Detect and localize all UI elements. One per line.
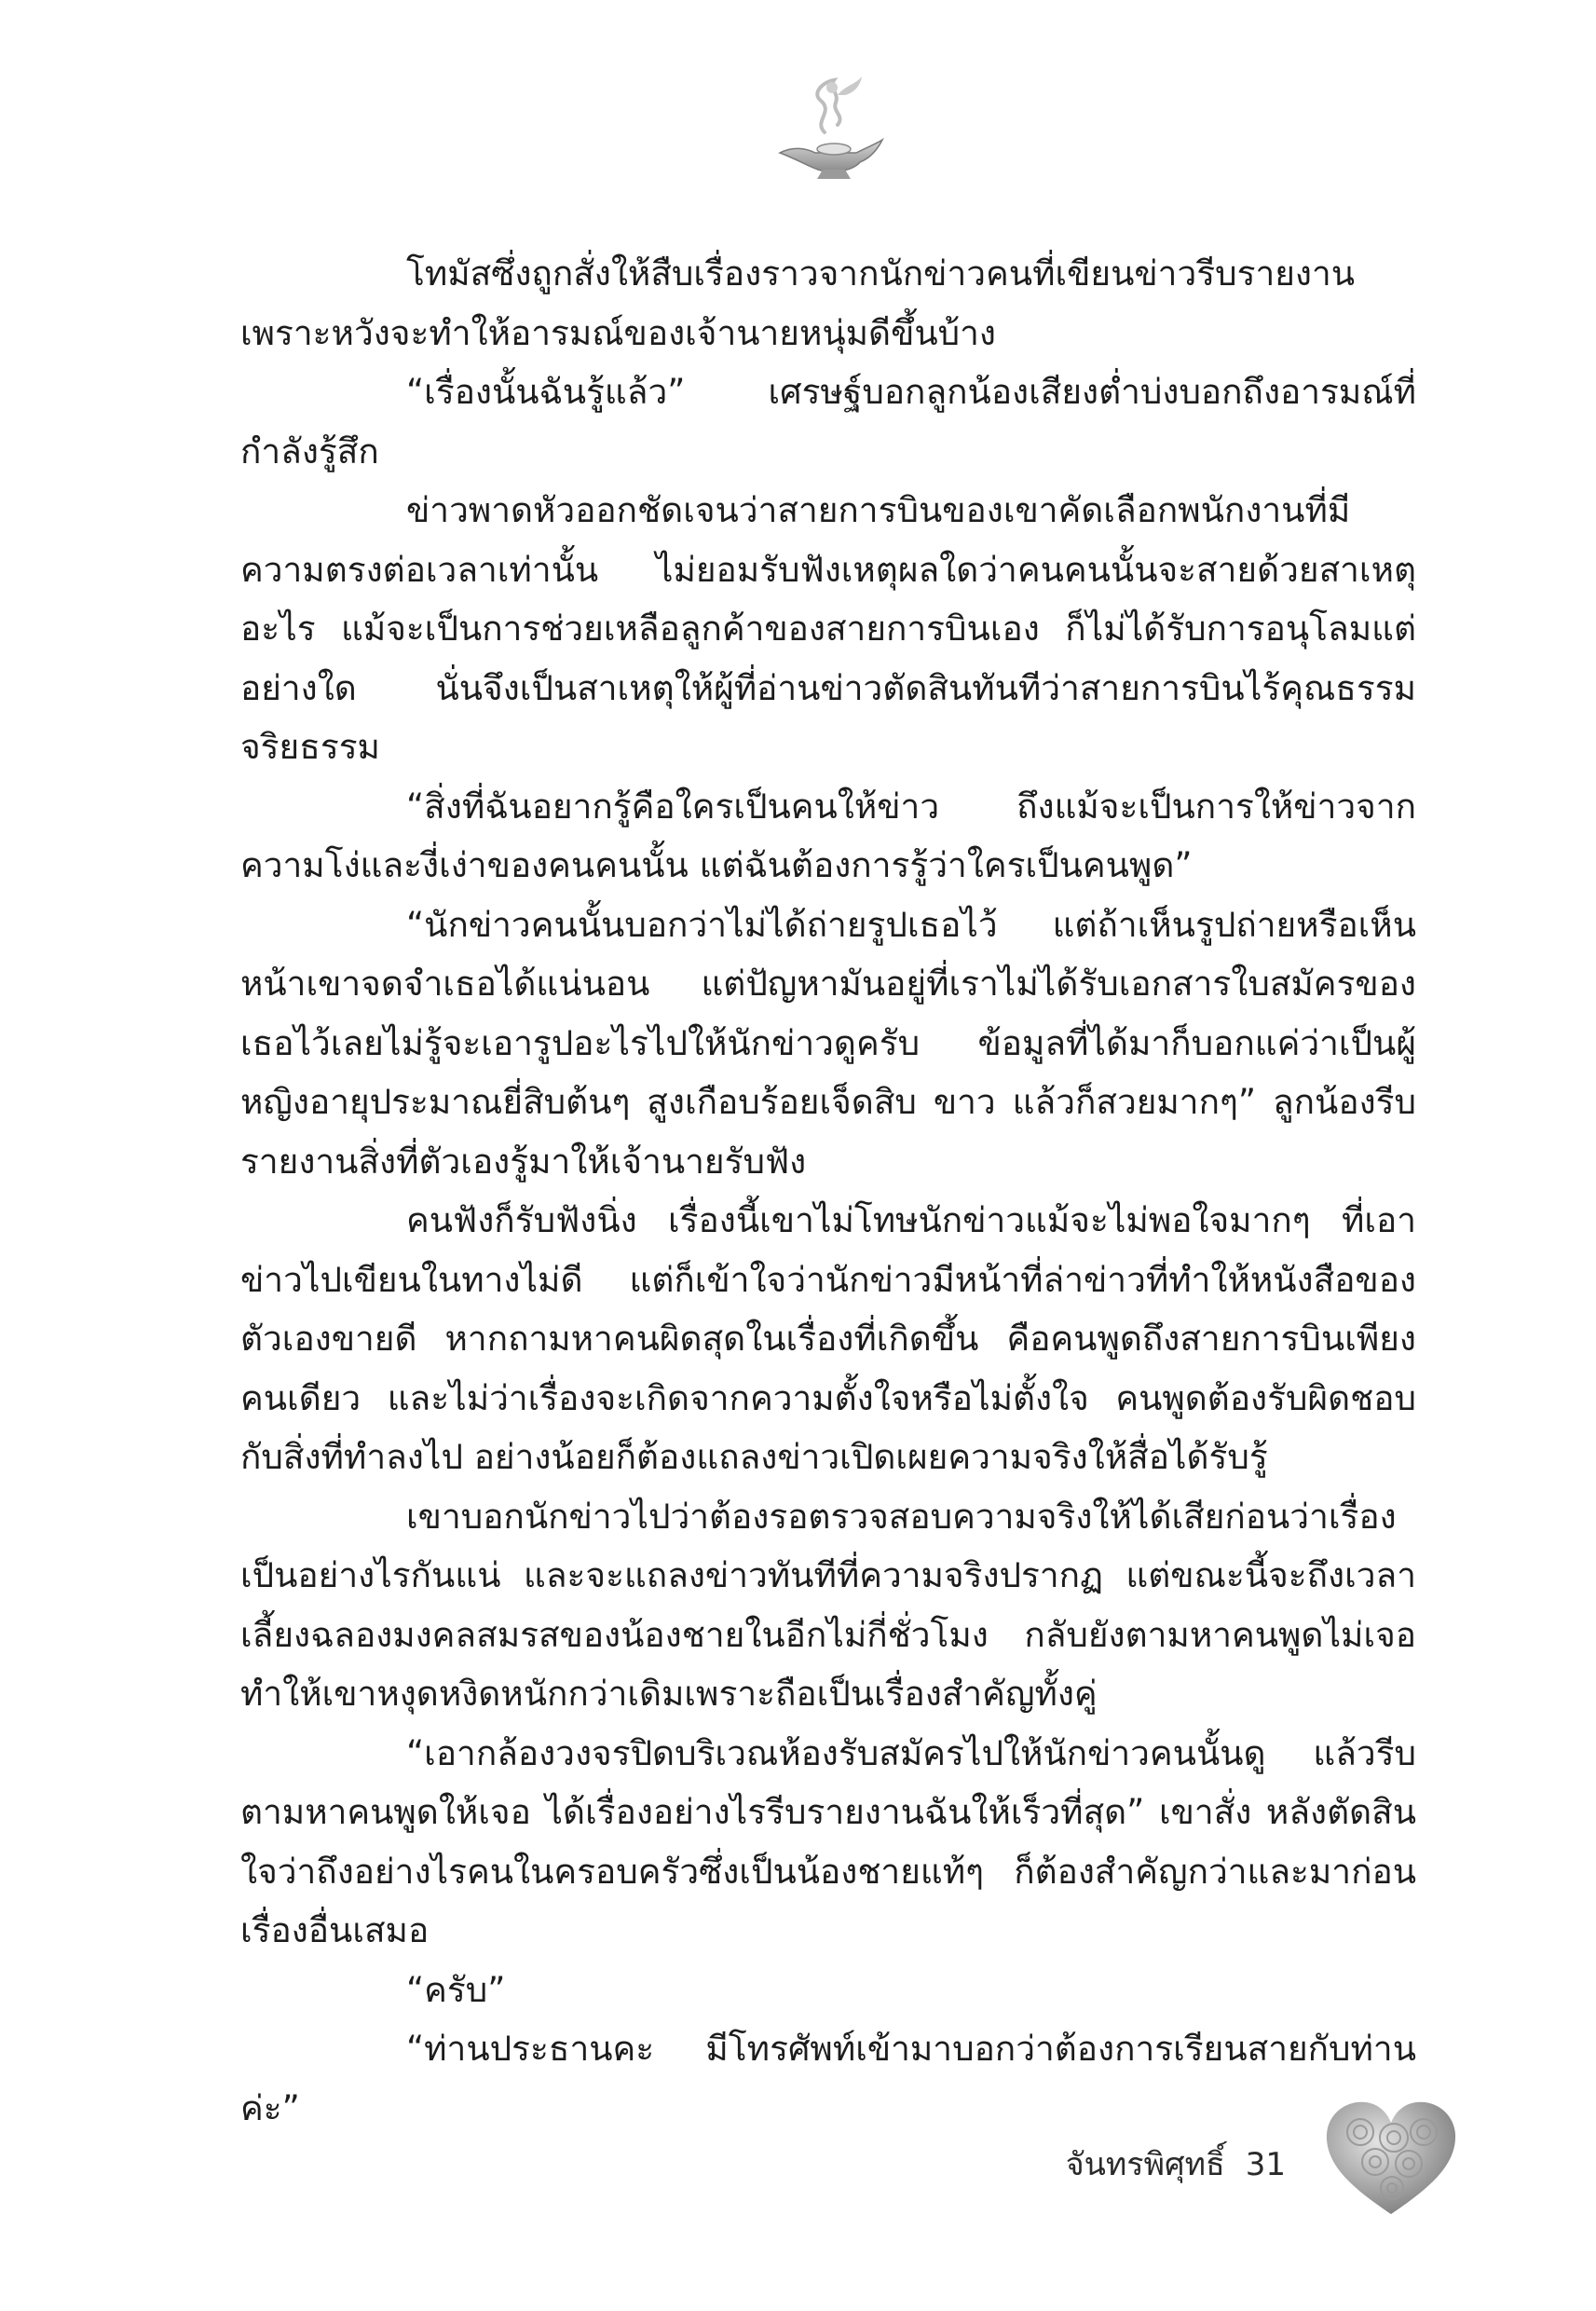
paragraph: “ท่านประธานคะ มีโทรศัพท์เข้ามาบอกว่าต้องการเรียนสายกับท่านค่ะ”	[240, 2029, 1416, 2128]
paragraph: “เอากล้องวงจรปิดบริเวณห้องรับสมัครไปให้นักข่าวคนนั้นดู แล้วรีบตามหาคนพูดให้เจอ ได้เรื่องอย่างไรรีบรายงานฉันให้เร็วที่สุด” เขาสั่ง หลังตัดสินใจว่าถึงอย่างไรคนในครอบครัวซึ่งเป็นน้องชายแท้ๆ ก็ต้องสำคัญกว่าและมาก่อนเรื่องอื่นเสมอ	[240, 1732, 1416, 1950]
paragraph: “นักข่าวคนนั้นบอกว่าไม่ได้ถ่ายรูปเธอไว้ แต่ถ้าเห็นรูปถ่ายหรือเห็นหน้าเขาจดจำเธอได้แน่นอน แต่ปัญหามันอยู่ที่เราไม่ได้รับเอกสารใบสมัครของเธอไว้เลยไม่รู้จะเอารูปอะไรไปให้นักข่าวดูครับ ข้อมูลที่ได้มาก็บอกแค่ว่าเป็นผู้หญิงอายุประมาณยี่สิบต้นๆ สูงเกือบร้อยเจ็ดสิบ ขาว แล้วก็สวยมากๆ” ลูกน้องรีบรายงานสิ่งที่ตัวเองรู้มาให้เจ้านายรับฟัง	[240, 904, 1416, 1182]
genie-lamp-icon	[767, 67, 888, 188]
paragraph: เขาบอกนักข่าวไปว่าต้องรอตรวจสอบความจริงให้ได้เสียก่อนว่าเรื่องเป็นอย่างไรกันแน่ และจะแถลงข่าวทันทีที่ความจริงปรากฏ แต่ขณะนี้จะถึงเวลาเลี้ยงฉลองมงคลสมรสของน้องชายในอีกไม่กี่ชั่วโมง กลับยังตามหาคนพูดไม่เจอทำให้เขาหงุดหงิดหนักกว่าเดิมเพราะถือเป็นเรื่องสำคัญทั้งคู่	[240, 1496, 1416, 1714]
page-footer	[1006, 2139, 1286, 2189]
paragraph: “สิ่งที่ฉันอยากรู้คือใครเป็นคนให้ข่าว ถึงแม้จะเป็นการให้ข่าวจากความโง่และงี่เง่าของคนคนนั้น แต่ฉันต้องการรู้ว่าใครเป็นคนพูด”	[240, 786, 1416, 885]
page-number: 31	[1245, 2146, 1286, 2183]
rose-heart-icon	[1321, 2095, 1461, 2218]
book-title: จันทรพิศุทธิ์	[1065, 2146, 1225, 2183]
body-text	[240, 244, 1416, 2138]
paragraph: โทมัสซึ่งถูกสั่งให้สืบเรื่องราวจากนักข่าวคนที่เขียนข่าวรีบรายงาน เพราะหวังจะทำให้อารมณ์ของเจ้านายหนุ่มดีขึ้นบ้าง	[240, 253, 1356, 353]
paragraph: ข่าวพาดหัวออกชัดเจนว่าสายการบินของเขาคัดเลือกพนักงานที่มีความตรงต่อเวลาเท่านั้น ไม่ยอมรับฟังเหตุผลใดว่าคนคนนั้นจะสายด้วยสาเหตุอะไร แม้จะเป็นการช่วยเหลือลูกค้าของสายการบินเอง ก็ไม่ได้รับการอนุโลมแต่อย่างใด นั่นจึงเป็นสาเหตุให้ผู้ที่อ่านข่าวตัดสินทันทีว่าสายการบินไร้คุณธรรมจริยธรรม	[240, 490, 1416, 767]
paragraph: “ครับ”	[406, 1969, 506, 2010]
paragraph: “เรื่องนั้นฉันรู้แล้ว” เศรษฐ์บอกลูกน้องเสียงต่ำบ่งบอกถึงอารมณ์ที่กำลังรู้สึก	[240, 372, 1416, 472]
paragraph: คนฟังก็รับฟังนิ่ง เรื่องนี้เขาไม่โทษนักข่าวแม้จะไม่พอใจมากๆ ที่เอาข่าวไปเขียนในทางไม่ดี แต่ก็เข้าใจว่านักข่าวมีหน้าที่ล่าข่าวที่ทำให้หนังสือของตัวเองขายดี หากถามหาคนผิดสุดในเรื่องที่เกิดขึ้น คือคนพูดถึงสายการบินเพียงคนเดียว และไม่ว่าเรื่องจะเกิดจากความตั้งใจหรือไม่ตั้งใจ คนพูดต้องรับผิดชอบกับสิ่งที่ทำลงไป อย่างน้อยก็ต้องแถลงข่าวเปิดเผยความจริงให้สื่อได้รับรู้	[240, 1200, 1416, 1477]
